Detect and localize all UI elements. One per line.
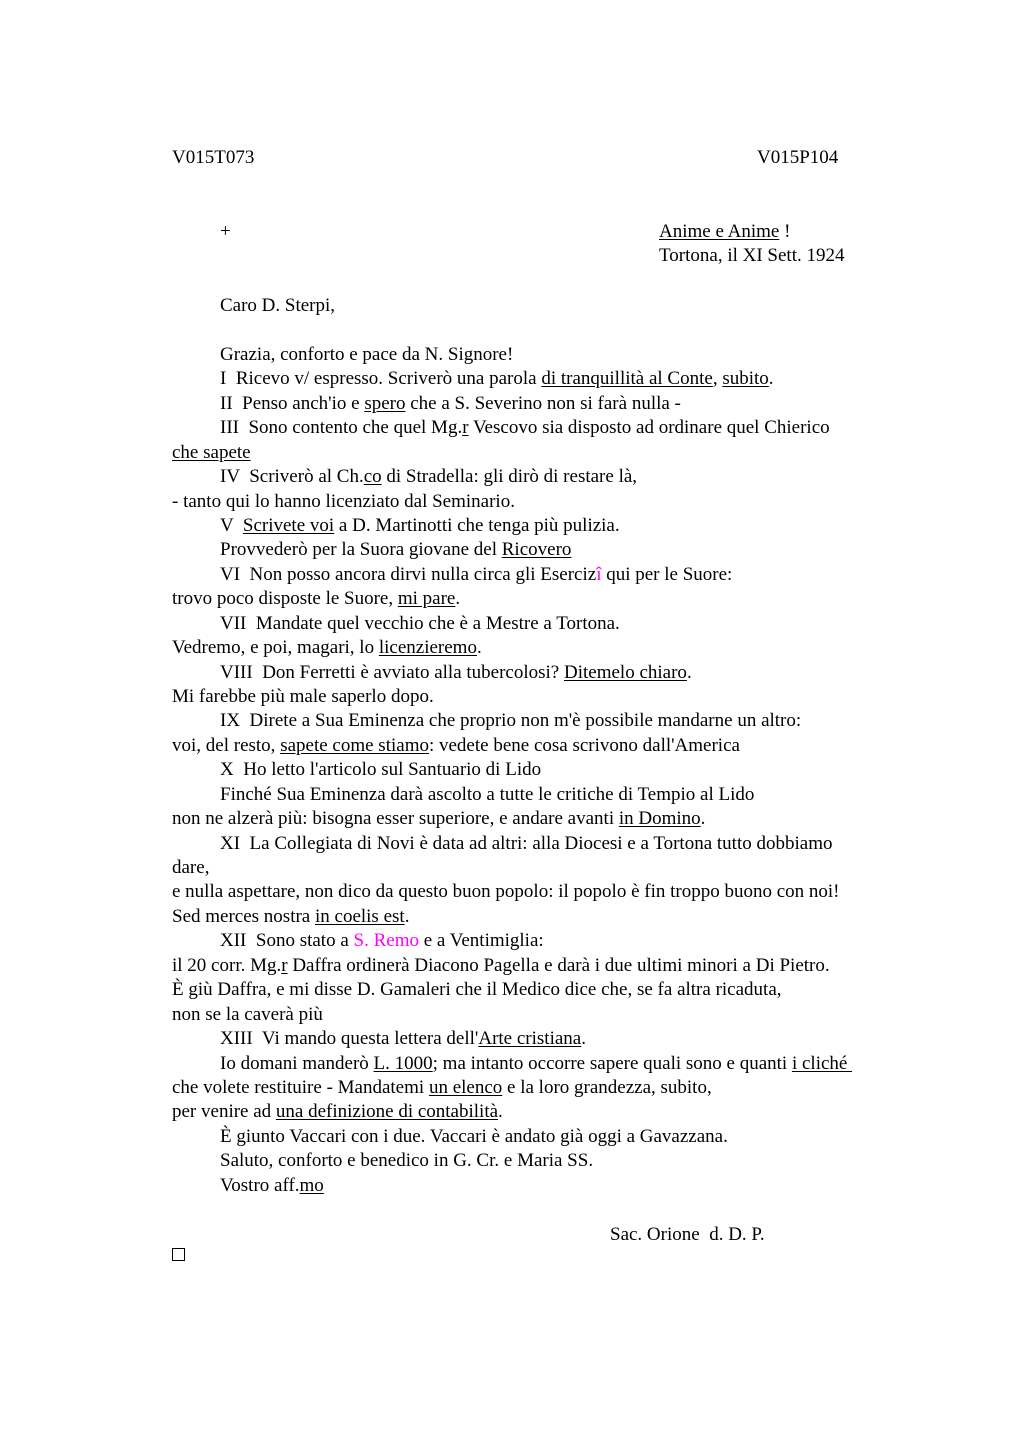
text-run: III Sono contento che quel Mg. bbox=[220, 417, 463, 438]
underlined-run: spero bbox=[364, 393, 406, 414]
underlined-run: subito bbox=[722, 368, 769, 389]
text-run: ; ma intanto occorre sapere quali sono e quanti bbox=[432, 1053, 792, 1074]
letter-line bbox=[220, 416, 830, 440]
text-run: . bbox=[700, 808, 706, 829]
letter-line bbox=[220, 661, 692, 685]
letter-line bbox=[172, 734, 740, 758]
text-run: Vedremo, e poi, magari, lo bbox=[172, 637, 379, 658]
underlined-run: co bbox=[363, 466, 382, 487]
letter-line: Mi farebbe più male saperlo dopo. bbox=[172, 686, 434, 707]
text-run: II Penso anch'io e bbox=[220, 393, 365, 414]
text-run: e la loro grandezza, subito, bbox=[502, 1077, 712, 1098]
text-run: I Ricevo v/ espresso. Scriverò una parola bbox=[220, 368, 542, 389]
text-run: , bbox=[712, 368, 723, 389]
text-run: a D. Martinotti che tenga più pulizia. bbox=[334, 515, 620, 536]
letter-line bbox=[220, 367, 774, 391]
place-date: Tortona, il XI Sett. 1924 bbox=[659, 245, 845, 266]
letter-line bbox=[220, 465, 637, 489]
letter-line: VII Mandate quel vecchio che è a Mestre a Tortona. bbox=[220, 613, 620, 634]
text-run: trovo poco disposte le Suore, bbox=[172, 588, 398, 609]
cross-mark: + bbox=[220, 221, 231, 242]
underlined-run: un elenco bbox=[428, 1077, 503, 1098]
letter-line: Saluto, conforto e benedico in G. Cr. e Maria SS. bbox=[220, 1150, 594, 1171]
letter-line: dare, bbox=[172, 857, 210, 878]
underlined-run: Ricovero bbox=[501, 539, 572, 560]
text-run: Io domani manderò bbox=[220, 1053, 374, 1074]
letter-line: È giunto Vaccari con i due. Vaccari è andato già oggi a Gavazzana. bbox=[220, 1126, 728, 1147]
text-run: . bbox=[476, 637, 482, 658]
text-run: . bbox=[768, 368, 774, 389]
highlighted-run: î bbox=[596, 564, 602, 585]
text-run: . bbox=[404, 906, 410, 927]
text-run: . bbox=[686, 662, 692, 683]
closing-line bbox=[220, 1174, 324, 1198]
letter-line: X Ho letto l'articolo sul Santuario di Lido bbox=[220, 759, 542, 780]
letter-line bbox=[220, 563, 732, 587]
text-run: . bbox=[581, 1028, 586, 1049]
text-run: voi, del resto, bbox=[172, 735, 281, 756]
letter-line bbox=[172, 1076, 712, 1100]
document-code-left: V015T073 bbox=[172, 147, 255, 168]
underlined-run: licenzieremo bbox=[378, 637, 477, 658]
letter-line: XI La Collegiata di Novi è data ad altri: alla Diocesi e a Tortona tutto dobbiamo bbox=[220, 833, 833, 854]
underlined-run: mi pare bbox=[397, 588, 456, 609]
underlined-run: mo bbox=[299, 1175, 324, 1196]
underlined-run: r bbox=[281, 955, 288, 976]
text-run: e a Ventimiglia: bbox=[418, 930, 544, 951]
text-run: Provvederò per la Suora giovane del bbox=[220, 539, 502, 560]
letter-line bbox=[172, 441, 251, 465]
underlined-run: Scrivete voi bbox=[242, 515, 335, 536]
underlined-run: in Domino bbox=[618, 808, 701, 829]
letter-line bbox=[220, 538, 571, 562]
underlined-run: Ditemelo chiaro bbox=[564, 662, 687, 683]
text-run: XIII Vi mando questa lettera dell' bbox=[220, 1028, 479, 1049]
underlined-run: di tranquillità al Conte bbox=[541, 368, 713, 389]
letter-line: IX Direte a Sua Eminenza che proprio non m'è possibile mandarne un altro: bbox=[220, 710, 802, 731]
letter-line bbox=[172, 807, 705, 831]
letter-line: e nulla aspettare, non dico da questo buon popolo: il popolo è fin troppo buono con noi! bbox=[172, 881, 840, 902]
text-run: . bbox=[455, 588, 461, 609]
letter-line bbox=[172, 1100, 503, 1124]
text-run: XII Sono stato a bbox=[220, 930, 354, 951]
underlined-run: i cliché bbox=[791, 1053, 853, 1074]
underlined-run: sapete come stiamo bbox=[280, 735, 429, 756]
text-run: il 20 corr. Mg. bbox=[172, 955, 282, 976]
text-run: che volete restituire - Mandatemi bbox=[172, 1077, 429, 1098]
text-run: V bbox=[220, 515, 243, 536]
text-run: di Stradella: gli dirò di restare là, bbox=[381, 466, 638, 487]
letter-line: - tanto qui lo hanno licenziato dal Seminario. bbox=[172, 491, 515, 512]
underlined-run: Arte cristiana bbox=[478, 1028, 582, 1049]
letter-line bbox=[220, 1052, 852, 1076]
underlined-run: L. 1000 bbox=[373, 1053, 433, 1074]
text-run: . bbox=[498, 1101, 503, 1122]
underlined-run: una definizione di contabilità bbox=[275, 1101, 499, 1122]
text-run: qui per le Suore: bbox=[601, 564, 733, 585]
letter-line: Finché Sua Eminenza darà ascolto a tutte le critiche di Tempio al Lido bbox=[220, 784, 755, 805]
greeting-line: Grazia, conforto e pace da N. Signore! bbox=[220, 344, 514, 365]
signature: Sac. Orione d. D. P. bbox=[610, 1224, 765, 1245]
text-run: Sed merces nostra bbox=[172, 906, 315, 927]
text-run: Vescovo sia disposto ad ordinare quel Chierico bbox=[468, 417, 830, 438]
text-run: Daffra ordinerà Diacono Pagella e darà i due ultimi minori a Di Pietro. bbox=[287, 955, 830, 976]
text-run: Vostro aff. bbox=[220, 1175, 300, 1196]
highlighted-run: S. Remo bbox=[353, 930, 419, 951]
empty-square-icon bbox=[172, 1248, 185, 1261]
underlined-run: in coelis est bbox=[314, 906, 405, 927]
motto: Anime e Anime bbox=[659, 221, 780, 242]
text-run: per venire ad bbox=[172, 1101, 276, 1122]
letter-line bbox=[220, 514, 620, 538]
motto-exclamation: ! bbox=[779, 221, 791, 242]
letter-line bbox=[172, 905, 409, 929]
motto-line bbox=[659, 220, 790, 244]
letter-line bbox=[172, 587, 460, 611]
letter-line bbox=[172, 636, 482, 660]
document-code-right: V015P104 bbox=[757, 147, 839, 168]
letter-line: È giù Daffra, e mi disse D. Gamaleri che il Medico dice che, se fa altra ricaduta, bbox=[172, 979, 782, 1000]
letter-line: non se la caverà più bbox=[172, 1004, 323, 1025]
salutation: Caro D. Sterpi, bbox=[220, 295, 336, 316]
letter-line bbox=[220, 929, 544, 953]
text-run: : vedete bene cosa scrivono dall'America bbox=[428, 735, 740, 756]
text-run: IV Scriverò al Ch. bbox=[220, 466, 364, 487]
text-run: VI Non posso ancora dirvi nulla circa gli Eserciz bbox=[220, 564, 597, 585]
underlined-run: che sapete bbox=[172, 442, 251, 463]
text-run: che a S. Severino non si farà nulla - bbox=[405, 393, 681, 414]
letter-line bbox=[172, 954, 830, 978]
underlined-run: r bbox=[462, 417, 469, 438]
text-run: non ne alzerà più: bisogna esser superiore, e andare avanti bbox=[172, 808, 619, 829]
text-run: VIII Don Ferretti è avviato alla tubercolosi? bbox=[220, 662, 564, 683]
letter-line bbox=[220, 1027, 586, 1051]
letter-line bbox=[220, 392, 681, 416]
